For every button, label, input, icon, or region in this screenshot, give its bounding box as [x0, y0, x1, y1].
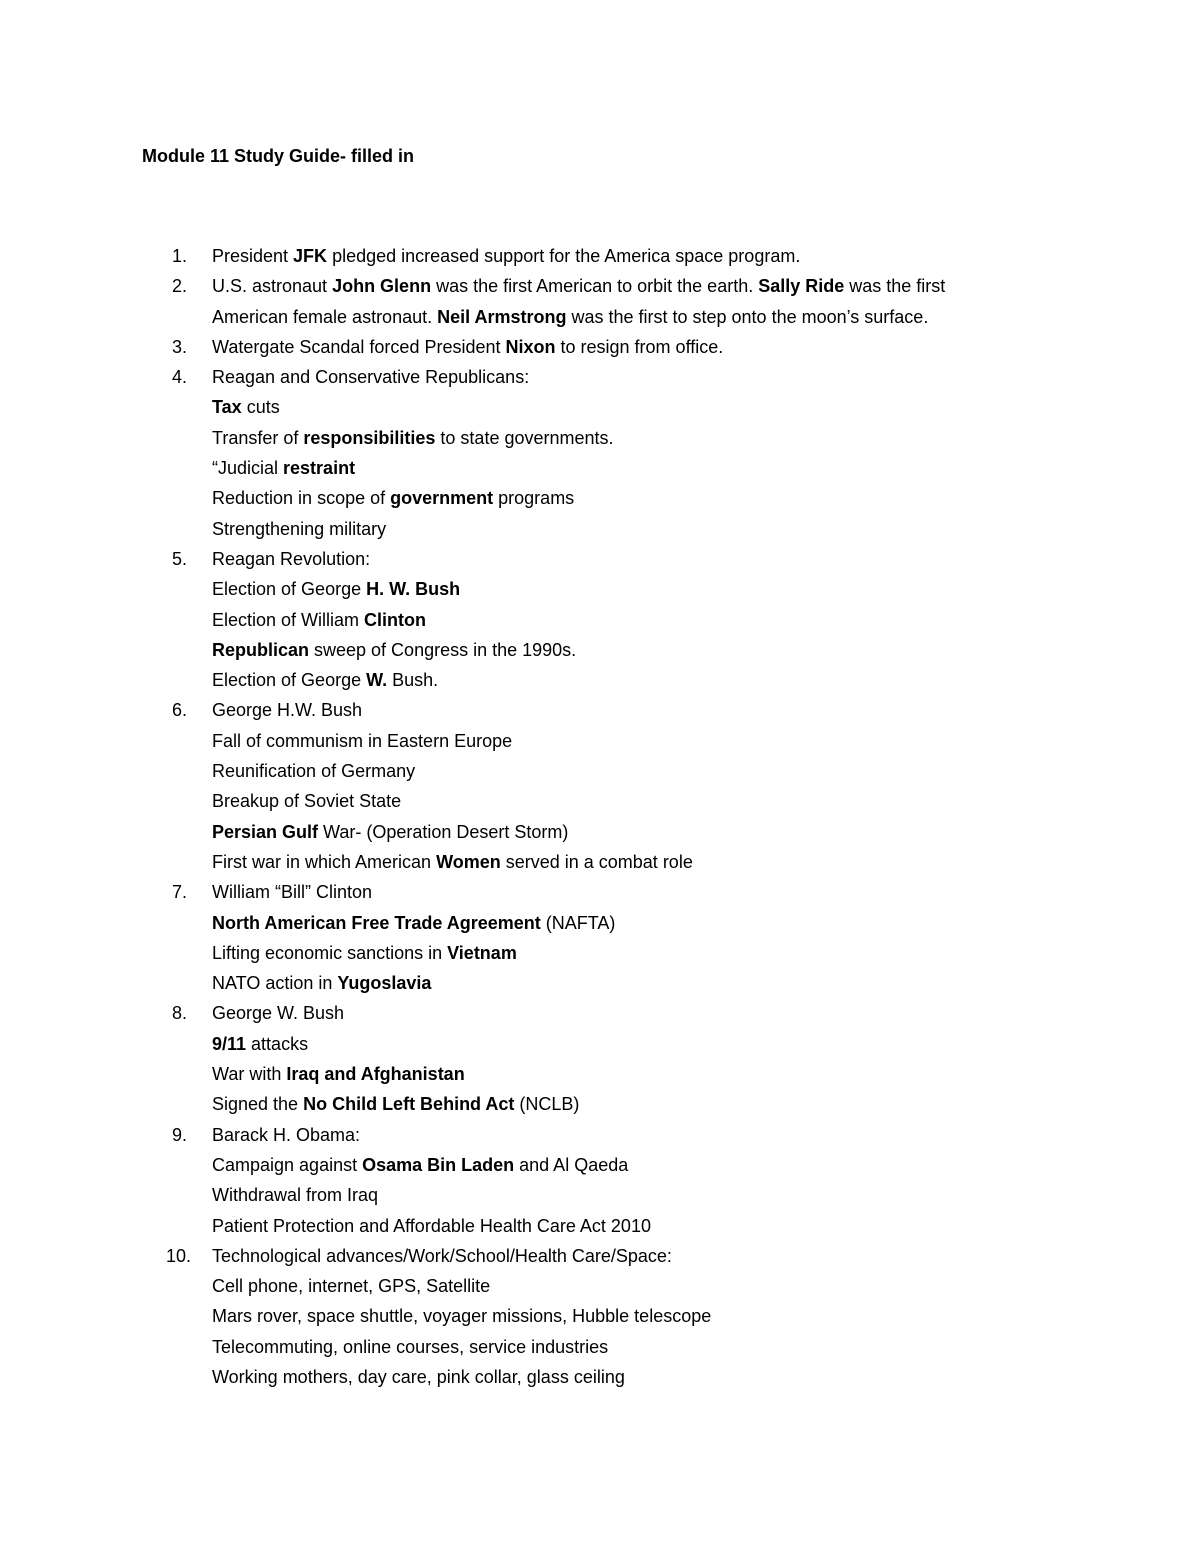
list-item-line: [212, 1150, 1042, 1180]
text-run: Lifting economic sanctions in: [212, 942, 448, 963]
list-item: [142, 1241, 1042, 1392]
text-run: Patient Protection and Affordable Health Care Act 2010: [212, 1215, 651, 1236]
text-run: Telecommuting, online courses, service industries: [212, 1336, 609, 1357]
text-run: (NCLB): [514, 1094, 580, 1115]
bold-text: Nixon: [505, 336, 556, 357]
text-run: Signed the: [212, 1094, 304, 1115]
text-run: Election of George: [212, 670, 367, 691]
list-item-line: [212, 786, 1042, 816]
bold-text: Iraq and Afghanistan: [286, 1064, 465, 1085]
list-item-number: 4.: [172, 367, 188, 388]
text-run: Technological advances/Work/School/Health Care/Space:: [212, 1245, 672, 1266]
text-run: Barack H. Obama:: [212, 1124, 361, 1145]
text-run: Reagan Revolution:: [212, 548, 371, 569]
bold-text: Vietnam: [447, 942, 517, 963]
list-item-line: [212, 362, 1042, 392]
list-item-line: [212, 938, 1042, 968]
text-run: Cell phone, internet, GPS, Satellite: [212, 1276, 491, 1297]
text-run: Breakup of Soviet State: [212, 791, 402, 812]
text-run: First war in which American: [212, 851, 437, 872]
text-run: Reduction in scope of: [212, 488, 391, 509]
list-item-line: [212, 695, 1042, 725]
list-item-line: [212, 1059, 1042, 1089]
text-run: Strengthening military: [212, 518, 387, 539]
text-run: served in a combat role: [500, 851, 693, 872]
list-item: [142, 1120, 1042, 1241]
bold-text: restraint: [283, 458, 356, 479]
text-run: attacks: [246, 1033, 309, 1054]
list-item-line: [212, 817, 1042, 847]
text-run: Transfer of: [212, 427, 304, 448]
list-item-line: [212, 483, 1042, 513]
text-run: War- (Operation Desert Storm): [318, 821, 569, 842]
text-run: War with: [212, 1064, 287, 1085]
list-item-number: 9.: [172, 1124, 188, 1145]
bold-text: government: [390, 488, 494, 509]
text-run: Election of William: [212, 609, 365, 630]
study-guide-list: [142, 241, 1042, 1392]
text-run: was the first: [844, 276, 946, 297]
bold-text: responsibilities: [303, 427, 436, 448]
list-item-line: [212, 726, 1042, 756]
text-run: William “Bill” Clinton: [212, 882, 373, 903]
list-item: [142, 544, 1042, 695]
list-item-line: [212, 1120, 1042, 1150]
list-item-line: [212, 544, 1042, 574]
bold-text: North American Free Trade Agreement: [212, 912, 541, 933]
text-run: and Al Qaeda: [514, 1154, 629, 1175]
list-item-line: [212, 1241, 1042, 1271]
list-item-line: [212, 998, 1042, 1028]
text-run: President: [212, 246, 294, 266]
list-item: [142, 241, 1042, 271]
bold-text: Sally Ride: [758, 276, 845, 297]
list-item-line: [212, 1362, 1042, 1392]
list-item-line: [212, 514, 1042, 544]
bold-text: Osama Bin Laden: [362, 1154, 515, 1175]
list-item-line: [212, 574, 1042, 604]
text-run: was the first to step onto the moon’s surface.: [566, 306, 929, 327]
list-item: [142, 271, 1042, 332]
text-run: to state governments.: [435, 427, 614, 448]
text-run: cuts: [241, 397, 280, 418]
bold-text: Clinton: [364, 609, 427, 630]
document-title: Module 11 Study Guide- filled in: [142, 146, 415, 166]
text-run: to resign from office.: [555, 336, 724, 357]
text-run: Fall of communism in Eastern Europe: [212, 730, 513, 751]
list-item-line: [212, 635, 1042, 665]
list-item: [142, 332, 1042, 362]
list-item-line: [212, 1211, 1042, 1241]
text-run: Election of George: [212, 579, 367, 600]
list-item-line: [212, 1271, 1042, 1301]
text-run: was the first American to orbit the earth.: [431, 276, 759, 297]
text-run: Reunification of Germany: [212, 761, 416, 782]
list-item-number: 5.: [172, 548, 188, 569]
list-item-line: [212, 332, 1042, 362]
list-item-line: [212, 756, 1042, 786]
text-run: Campaign against: [212, 1154, 363, 1175]
text-run: George H.W. Bush: [212, 700, 363, 721]
list-item: [142, 998, 1042, 1119]
bold-text: JFK: [293, 246, 328, 266]
text-run: Reagan and Conservative Republicans:: [212, 367, 530, 388]
list-item-line: [212, 1332, 1042, 1362]
list-item-number: 1.: [172, 246, 188, 266]
bold-text: John Glenn: [332, 276, 432, 297]
bold-text: 9/11: [212, 1033, 247, 1054]
text-run: programs: [493, 488, 575, 509]
list-item-line: [212, 392, 1042, 422]
list-item-number: 3.: [172, 336, 188, 357]
list-item-line: [212, 302, 1042, 332]
list-item-line: [212, 847, 1042, 877]
text-run: “Judicial: [212, 458, 284, 479]
list-item-line: [212, 605, 1042, 635]
text-run: Bush.: [387, 670, 439, 691]
text-run: Watergate Scandal forced President: [212, 336, 506, 357]
list-item-number: 7.: [172, 882, 188, 903]
text-run: NATO action in: [212, 973, 338, 994]
bold-text: W.: [366, 670, 388, 691]
list-item: [142, 695, 1042, 877]
list-item-number: 10.: [166, 1245, 192, 1266]
bold-text: H. W. Bush: [366, 579, 461, 600]
text-run: pledged increased support for the America space program.: [327, 246, 801, 266]
list-item-number: 6.: [172, 700, 188, 721]
text-run: sweep of Congress in the 1990s.: [309, 639, 577, 660]
bold-text: Republican: [212, 639, 310, 660]
text-run: George W. Bush: [212, 1003, 345, 1024]
text-run: Mars rover, space shuttle, voyager missions, Hubble telescope: [212, 1306, 712, 1327]
list-item-number: 8.: [172, 1003, 188, 1024]
bold-text: Women: [436, 851, 501, 872]
text-run: American female astronaut.: [212, 306, 438, 327]
bold-text: Persian Gulf: [212, 821, 319, 842]
text-run: (NAFTA): [540, 912, 616, 933]
list-item-line: [212, 908, 1042, 938]
list-item: [142, 877, 1042, 998]
list-item-line: [212, 968, 1042, 998]
text-run: Working mothers, day care, pink collar, glass ceiling: [212, 1366, 625, 1387]
list-item-number: 2.: [172, 276, 188, 297]
bold-text: Tax: [212, 397, 242, 418]
list-item-line: [212, 1301, 1042, 1331]
bold-text: Yugoslavia: [337, 973, 432, 994]
list-item: [142, 362, 1042, 544]
list-item-line: [212, 665, 1042, 695]
text-run: U.S. astronaut: [212, 276, 333, 297]
list-item-line: [212, 271, 1042, 301]
bold-text: No Child Left Behind Act: [303, 1094, 515, 1115]
list-item-line: [212, 1029, 1042, 1059]
list-item-line: [212, 1180, 1042, 1210]
list-item-line: [212, 453, 1042, 483]
bold-text: Neil Armstrong: [437, 306, 567, 327]
list-item-line: [212, 1089, 1042, 1119]
list-item-line: [212, 241, 1042, 271]
list-item-line: [212, 423, 1042, 453]
list-item-line: [212, 877, 1042, 907]
text-run: Withdrawal from Iraq: [212, 1185, 379, 1206]
